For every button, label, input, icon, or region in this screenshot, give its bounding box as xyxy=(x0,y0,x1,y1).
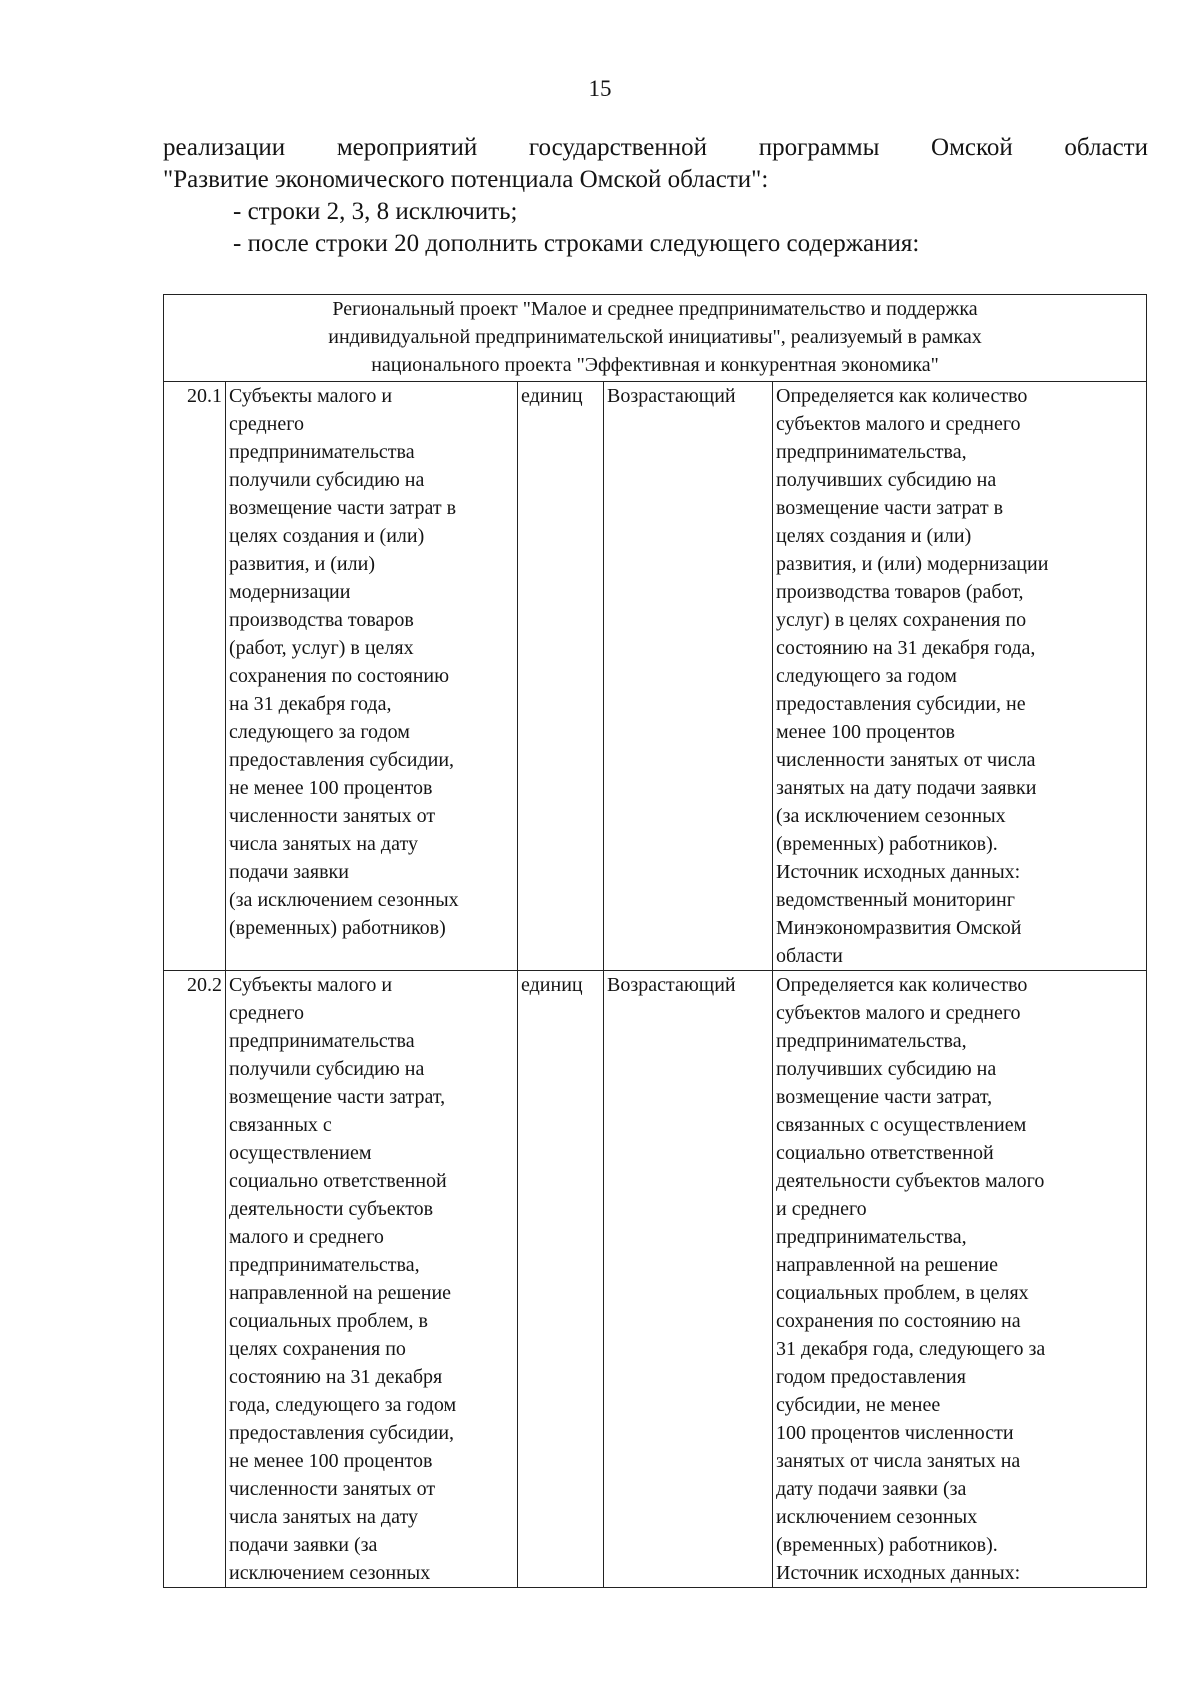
trend-type: Возрастающий xyxy=(604,382,773,971)
table-row xyxy=(164,971,1147,1588)
regional-project-title xyxy=(164,295,1147,382)
calculation-method-line: субъектов малого и среднего xyxy=(776,1002,1021,1024)
indicator-name-line: предпринимательства xyxy=(229,441,415,463)
indicator-name-line: числа занятых на дату xyxy=(229,833,418,855)
calculation-method-line: связанных с осуществлением xyxy=(776,1114,1027,1136)
bullet-exclude-rows: - строки 2, 3, 8 исключить; xyxy=(233,198,518,225)
row-number: 20.1 xyxy=(164,382,226,971)
calculation-method-line: сохранения по состоянию на xyxy=(776,1310,1021,1332)
calculation-method-line: социальных проблем, в целях xyxy=(776,1282,1029,1304)
section-header-line: национального проекта "Эффективная и конкурентная экономика" xyxy=(371,354,939,376)
indicator-name-line: сохранения по состоянию xyxy=(229,665,450,687)
calculation-method-line: Источник исходных данных: xyxy=(776,1562,1021,1584)
indicator-name-line: малого и среднего xyxy=(229,1226,384,1248)
indicator-name-line: получили субсидию на xyxy=(229,1058,425,1080)
section-header-line: индивидуальной предпринимательской инициативы", реализуемый в рамках xyxy=(328,326,982,348)
calculation-method-line: возмещение части затрат в xyxy=(776,497,1004,519)
table-row xyxy=(164,382,1147,971)
calculation-method-line: предпринимательства, xyxy=(776,1030,967,1052)
indicator-name-line: состоянию на 31 декабря xyxy=(229,1366,443,1388)
unit-of-measure: единиц xyxy=(518,971,604,1588)
section-header-line: Региональный проект "Малое и среднее предпринимательство и поддержка xyxy=(332,298,978,320)
indicator-name-line: осуществлением xyxy=(229,1142,372,1164)
indicator-name-line: численности занятых от xyxy=(229,805,436,827)
indicator-name-line: возмещение части затрат в xyxy=(229,497,457,519)
indicator-name-line: социальных проблем, в xyxy=(229,1310,428,1332)
trend-type: Возрастающий xyxy=(604,971,773,1588)
calculation-method-line: области xyxy=(776,945,843,967)
indicator-name-line: получили субсидию на xyxy=(229,469,425,491)
indicator-name-line: социально ответственной xyxy=(229,1170,447,1192)
calculation-method-line: развития, и (или) модернизации xyxy=(776,553,1049,575)
page-number: 15 xyxy=(588,76,612,101)
intro-line-1: реализации мероприятий государственной программы Омской области xyxy=(163,134,1148,161)
indicator-name-line: численности занятых от xyxy=(229,1478,436,1500)
calculation-method-line: субъектов малого и среднего xyxy=(776,413,1021,435)
indicator-name-line: предпринимательства, xyxy=(229,1254,420,1276)
calculation-method-line: субсидии, не менее xyxy=(776,1394,941,1416)
indicator-name xyxy=(226,382,518,971)
calculation-method-line: направленной на решение xyxy=(776,1254,999,1276)
indicator-name-line: среднего xyxy=(229,1002,304,1024)
calculation-method-line: получивших субсидию на xyxy=(776,469,997,491)
calculation-method-line: деятельности субъектов малого xyxy=(776,1170,1045,1192)
calculation-method-line: занятых от числа занятых на xyxy=(776,1450,1021,1472)
calculation-method-line: 100 процентов численности xyxy=(776,1422,1014,1444)
indicator-name-line: Субъекты малого и xyxy=(229,385,393,407)
indicator-name-line: среднего xyxy=(229,413,304,435)
indicator-name-line: (работ, услуг) в целях xyxy=(229,637,414,659)
indicator-name-line: связанных с xyxy=(229,1114,332,1136)
unit-of-measure: единиц xyxy=(518,382,604,971)
calculation-method-line: социально ответственной xyxy=(776,1142,994,1164)
calculation-method-line: состоянию на 31 декабря года, xyxy=(776,637,1036,659)
indicator-name-line: Субъекты малого и xyxy=(229,974,393,996)
indicator-name-line: подачи заявки xyxy=(229,861,349,883)
calculation-method-line: Источник исходных данных: xyxy=(776,861,1021,883)
calculation-method xyxy=(773,382,1147,971)
calculation-method-line: ведомственный мониторинг xyxy=(776,889,1015,911)
calculation-method-line: Определяется как количество xyxy=(776,385,1028,407)
indicator-name-line: модернизации xyxy=(229,581,351,603)
calculation-method-line: услуг) в целях сохранения по xyxy=(776,609,1027,631)
indicator-name-line: (за исключением сезонных xyxy=(229,889,459,911)
calculation-method-line: (временных) работников). xyxy=(776,833,998,855)
calculation-method-line: исключением сезонных xyxy=(776,1506,978,1528)
indicator-name-line: предоставления субсидии, xyxy=(229,1422,455,1444)
calculation-method-line: (за исключением сезонных xyxy=(776,805,1006,827)
indicator-name-line: предпринимательства xyxy=(229,1030,415,1052)
calculation-method-line: предоставления субсидии, не xyxy=(776,693,1026,715)
calculation-method-line: (временных) работников). xyxy=(776,1534,998,1556)
indicator-name-line: числа занятых на дату xyxy=(229,1506,418,1528)
calculation-method-line: получивших субсидию на xyxy=(776,1058,997,1080)
indicator-name xyxy=(226,971,518,1588)
intro-line-2: "Развитие экономического потенциала Омской области": xyxy=(163,166,769,193)
indicator-table xyxy=(163,294,1147,1588)
calculation-method-line: и среднего xyxy=(776,1198,867,1220)
bullet-add-rows: - после строки 20 дополнить строками следующего содержания: xyxy=(233,230,920,257)
calculation-method-line: годом предоставления xyxy=(776,1366,966,1388)
calculation-method-line: численности занятых от числа xyxy=(776,749,1036,771)
indicator-name-line: исключением сезонных xyxy=(229,1562,431,1584)
indicator-name-line: не менее 100 процентов xyxy=(229,777,433,799)
indicator-name-line: направленной на решение xyxy=(229,1282,452,1304)
calculation-method-line: производства товаров (работ, xyxy=(776,581,1024,603)
calculation-method-line: Определяется как количество xyxy=(776,974,1028,996)
indicator-name-line: года, следующего за годом xyxy=(229,1394,457,1416)
calculation-method-line: предпринимательства, xyxy=(776,1226,967,1248)
calculation-method-line: предпринимательства, xyxy=(776,441,967,463)
calculation-method-line: занятых на дату подачи заявки xyxy=(776,777,1037,799)
calculation-method-line: 31 декабря года, следующего за xyxy=(776,1338,1046,1360)
indicator-name-line: не менее 100 процентов xyxy=(229,1450,433,1472)
calculation-method xyxy=(773,971,1147,1588)
calculation-method-line: Минэкономразвития Омской xyxy=(776,917,1022,939)
indicator-name-line: следующего за годом xyxy=(229,721,410,743)
calculation-method-line: возмещение части затрат, xyxy=(776,1086,993,1108)
calculation-method-line: целях создания и (или) xyxy=(776,525,972,547)
row-number: 20.2 xyxy=(164,971,226,1588)
indicator-name-line: предоставления субсидии, xyxy=(229,749,455,771)
indicator-name-line: производства товаров xyxy=(229,609,414,631)
indicator-name-line: целях создания и (или) xyxy=(229,525,425,547)
indicator-name-line: развития, и (или) xyxy=(229,553,375,575)
indicator-name-line: возмещение части затрат, xyxy=(229,1086,446,1108)
indicator-name-line: целях сохранения по xyxy=(229,1338,406,1360)
calculation-method-line: следующего за годом xyxy=(776,665,957,687)
indicator-name-line: подачи заявки (за xyxy=(229,1534,378,1556)
calculation-method-line: дату подачи заявки (за xyxy=(776,1478,967,1500)
section-header-row xyxy=(164,295,1147,382)
indicator-name-line: на 31 декабря года, xyxy=(229,693,392,715)
calculation-method-line: менее 100 процентов xyxy=(776,721,955,743)
indicator-name-line: (временных) работников) xyxy=(229,917,446,939)
indicator-name-line: деятельности субъектов xyxy=(229,1198,434,1220)
